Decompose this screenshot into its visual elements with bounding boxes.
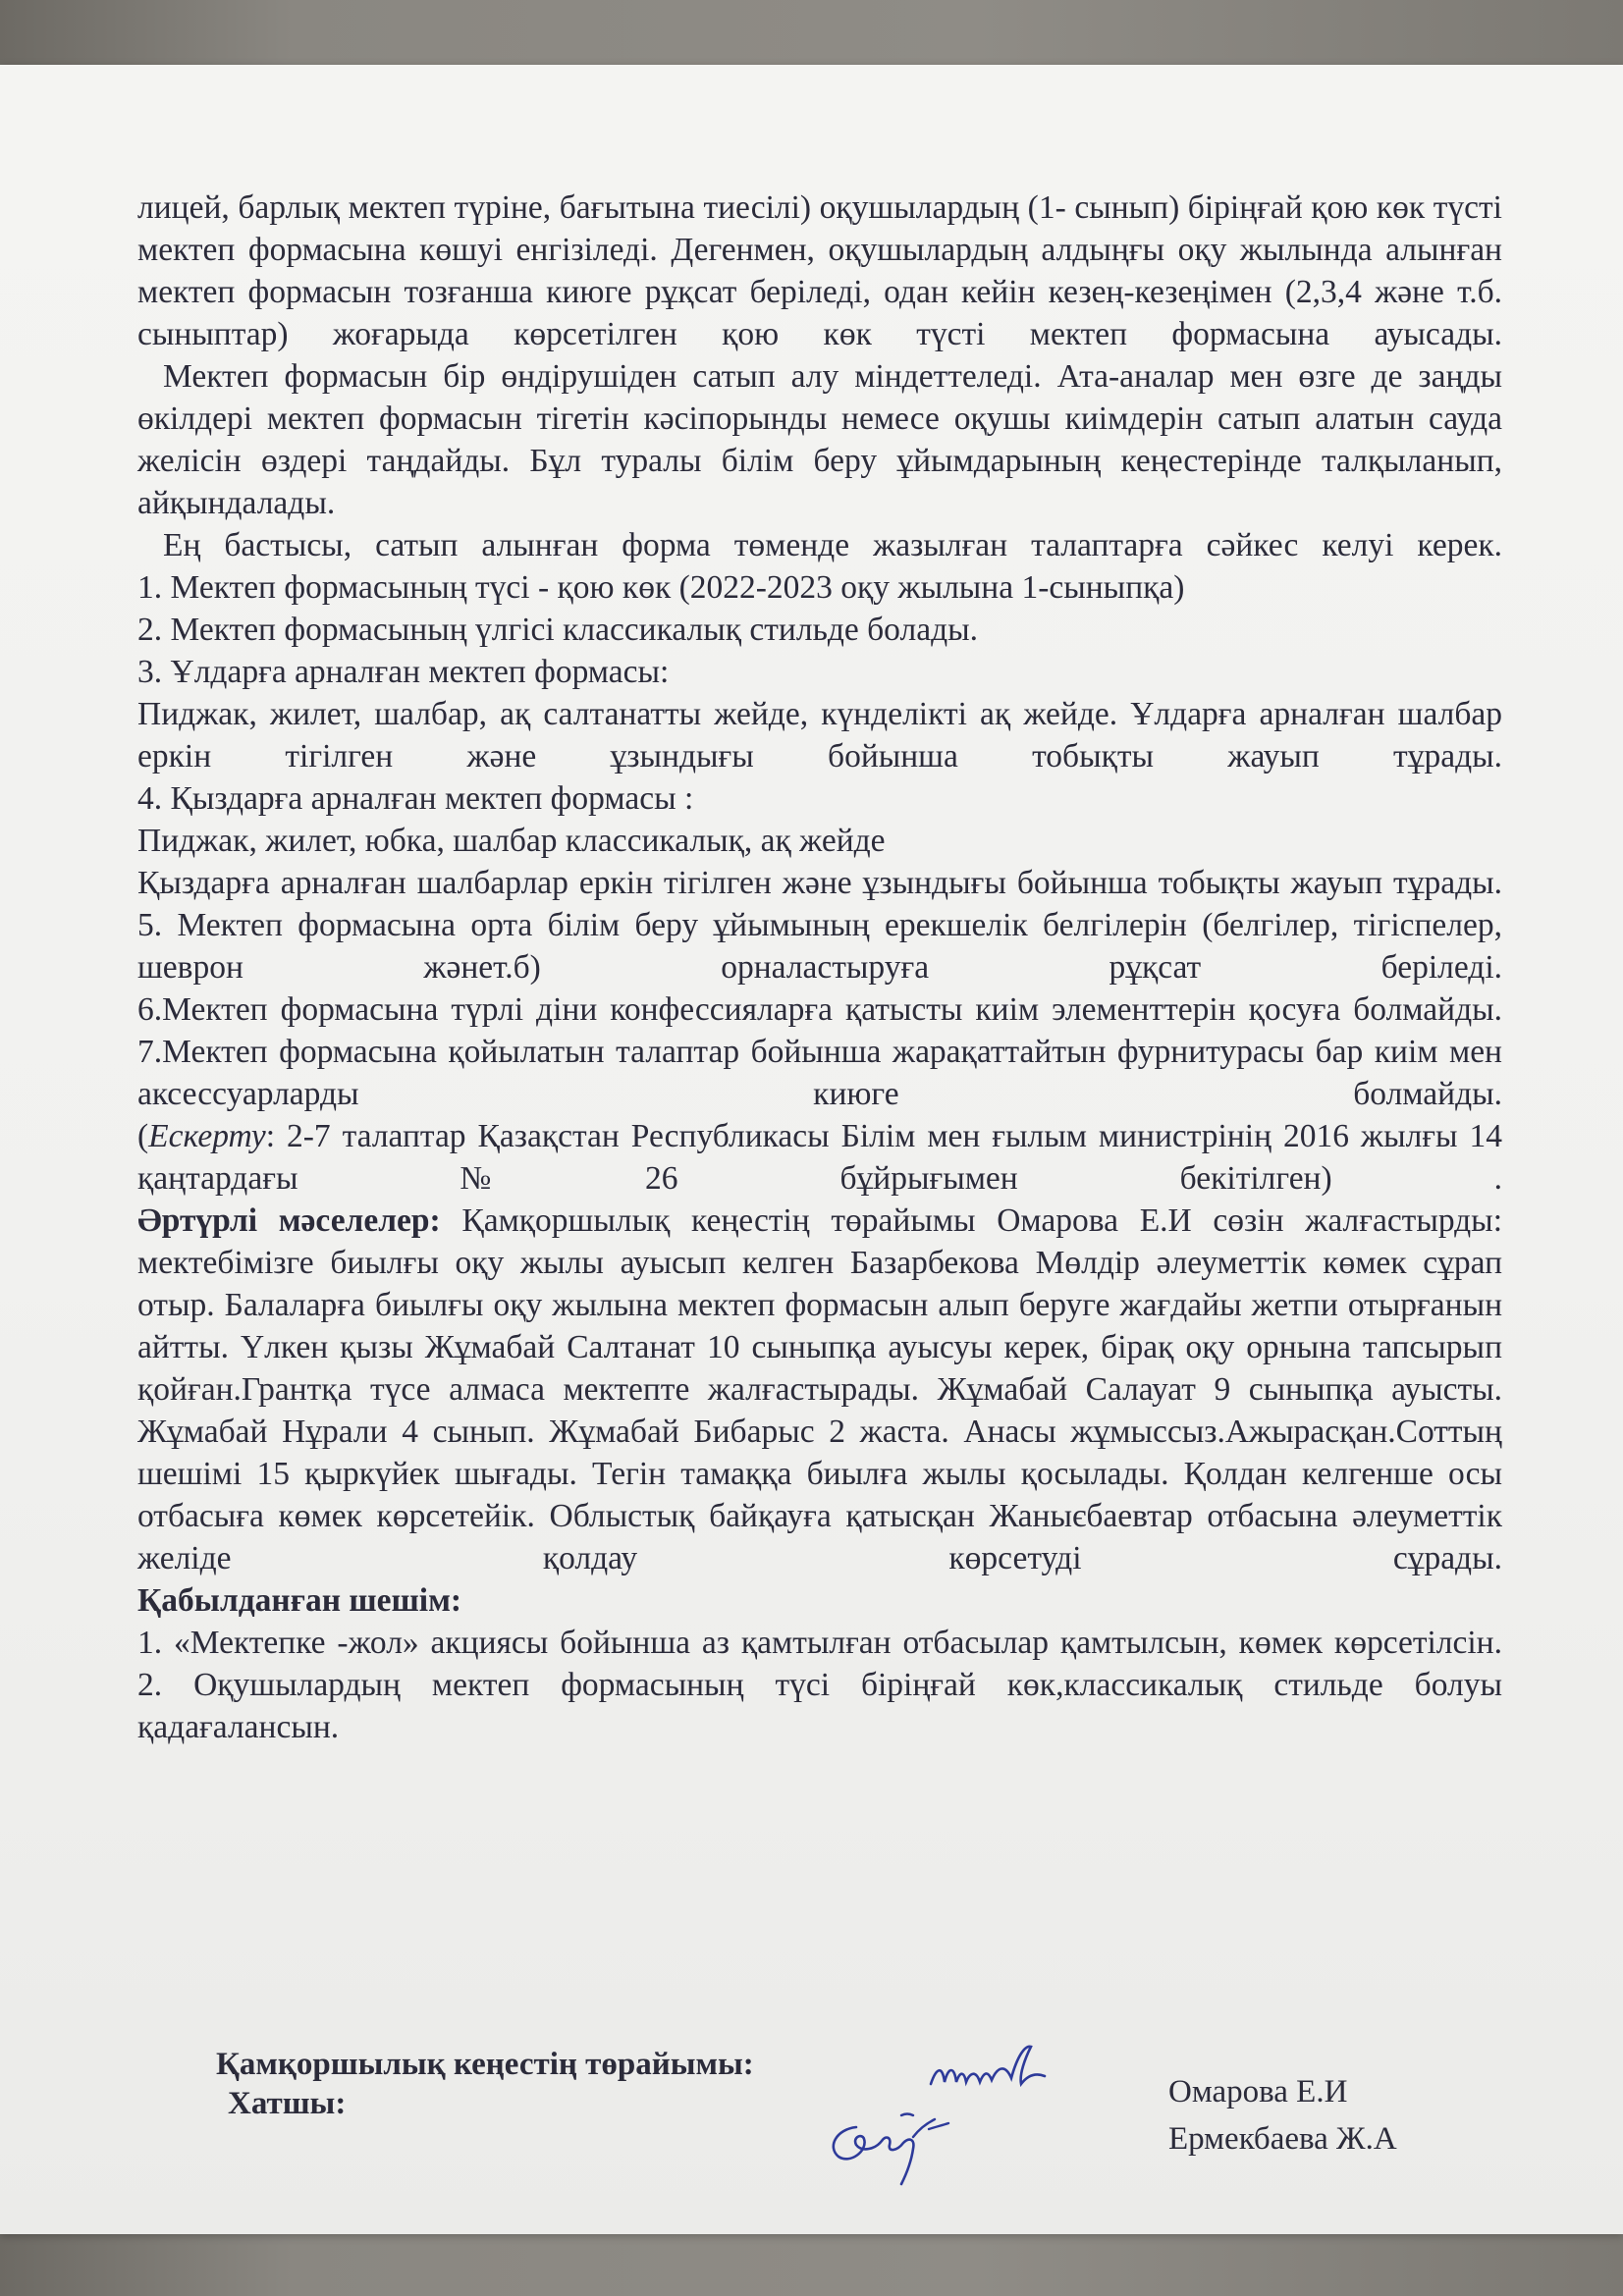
requirement-3-details: Пиджак, жилет, шалбар, ақ салтанатты жейде, күнделікті ақ жейде. Ұлдарға арналған шалбар еркін тігілген және ұзындығы бойынша тобықты жауып тұрады. (137, 696, 1502, 774)
requirement-4-trousers: Қыздарға арналған шалбарлар еркін тігілген және ұзындығы бойынша тобықты жауып тұрады. (137, 865, 1502, 901)
note-label: Ескерту (148, 1118, 266, 1154)
secretary-signature (817, 2094, 984, 2192)
requirement-7: 7.Мектеп формасына қойылатын талаптар бойынша жарақаттайтын фурнитурасы бар киім мен аксессуарларды киюге болмайды. (137, 1034, 1502, 1112)
decision-2: 2. Оқушылардың мектеп формасының түсі біріңғай көк,классикалық стильде болуы қадағалансын. (137, 1667, 1502, 1745)
requirement-4-details: Пиджак, жилет, юбка, шалбар классикалық, ақ жейде (137, 823, 886, 859)
note-text: : 2-7 талаптар Қазақстан Республикасы Білім мен ғылым министрінің 2016 жылғы 14 қаңтардағы №26 бұйрығымен бекітілген) . (137, 1118, 1502, 1197)
signature-block (216, 2047, 1492, 2184)
paragraph-requirements-intro: Ең бастысы, сатып алынған форма төменде жазылған талаптарға сәйкес келуі керек. (163, 527, 1502, 563)
misc-issues-label: Әртүрлі мәселелер: (137, 1202, 441, 1239)
requirement-2: 2. Мектеп формасының үлгісі классикалық стильде болады. (137, 612, 979, 648)
paragraph-uniform-transition: лицей, барлық мектеп түріне, бағытына тиесілі) оқушылардың (1- сынып) біріңғай қою көк түсті мектеп формасына көшуі енгізіледі. Дегенмен, оқушылардың алдыңғы оқу жылында алынған мектеп формасын тозғанша киюге рұқсат беріледі, одан кейін кезең-кезеңімен (2,3,4 және т.б. сыныптар) жоғарыда көрсетілген қою көк түсті мектеп формасына ауысады. (137, 189, 1502, 352)
secretary-label: Хатшы: (228, 2086, 347, 2121)
requirement-6: 6.Мектеп формасына түрлі діни конфессияларға қатысты киім элементтерін қосуға болмайды. (137, 991, 1502, 1028)
misc-issues-paragraph (137, 1200, 1502, 1579)
requirement-3: 3. Ұлдарға арналған мектеп формасы: (137, 654, 670, 690)
misc-issues-text: Қамқоршылық кеңестің төрайымы Омарова Е.И сөзін жалғастырды: мектебімізге биылғы оқу жылы ауысып келген Базарбекова Мөлдір әлеуметтік көмек сұрап отыр. Балаларға биылғы оқу жылына мектеп формасын алып беруге жағдайы жетпи отырғанын айтты. Үлкен қызы Жұмабай Салтанат 10 сыныпқа ауысуы керек, бірақ оқу орнына тапсырып қойған.Грантқа түсе алмаса мектепте жалғастырады. Жұмабай Салауат 9 сыныпқа ауысты. Жұмабай Нұрали 4 сынып. Жұмабай Бибарыс 2 жаста. Анасы жұмыссыз.Ажырасқан.Соттың шешімі 15 қыркүйек шығады. Тегін тамаққа биылға жылы қосылады. Қолдан келгенше осы отбасыға көмек көрсетейік. Облыстық байқауға қатысқан Жаныєбаевтар отбасына әлеуметтік желіде қолдау көрсетуді сұрады. (137, 1202, 1503, 1576)
chair-name: Омарова Е.И (1168, 2074, 1348, 2109)
document-page (0, 65, 1623, 2234)
paragraph-purchase: Мектеп формасын бір өндірушіден сатып алу міндеттеледі. Ата-аналар мен өзге де заңды өкілдері мектеп формасын тігетін кәсіпорынды немесе оқушы киімдерін сатып алатын сауда желісін өздері таңдайды. Бұл туралы білім беру ұйымдарының кеңестерінде талқыланып, айқындалады. (137, 358, 1502, 521)
requirement-5: 5. Мектеп формасына орта білім беру ұйымының ерекшелік белгілерін (белгілер, тігіспелер, шеврон жәнет.б) орналастыруға рұқсат беріледі. (137, 907, 1502, 986)
requirement-4: 4. Қыздарға арналған мектеп формасы : (137, 780, 694, 817)
secretary-name: Ермекбаева Ж.А (1168, 2121, 1397, 2157)
decision-title: Қабылданған шешім: (137, 1582, 462, 1619)
chair-label: Қамқоршылық кеңестің төрайымы: (216, 2047, 754, 2082)
decision-1: 1. «Мектепке -жол» акциясы бойынша аз қамтылған отбасылар қамтылсын, көмек көрсетілсін. (137, 1625, 1502, 1661)
note-open: ( (137, 1118, 149, 1154)
requirement-1: 1. Мектеп формасының түсі - қою көк (2022-2023 оқу жылына 1-сыныпқа) (137, 569, 1185, 606)
note-paragraph (137, 1115, 1502, 1200)
document-body (137, 187, 1502, 1748)
